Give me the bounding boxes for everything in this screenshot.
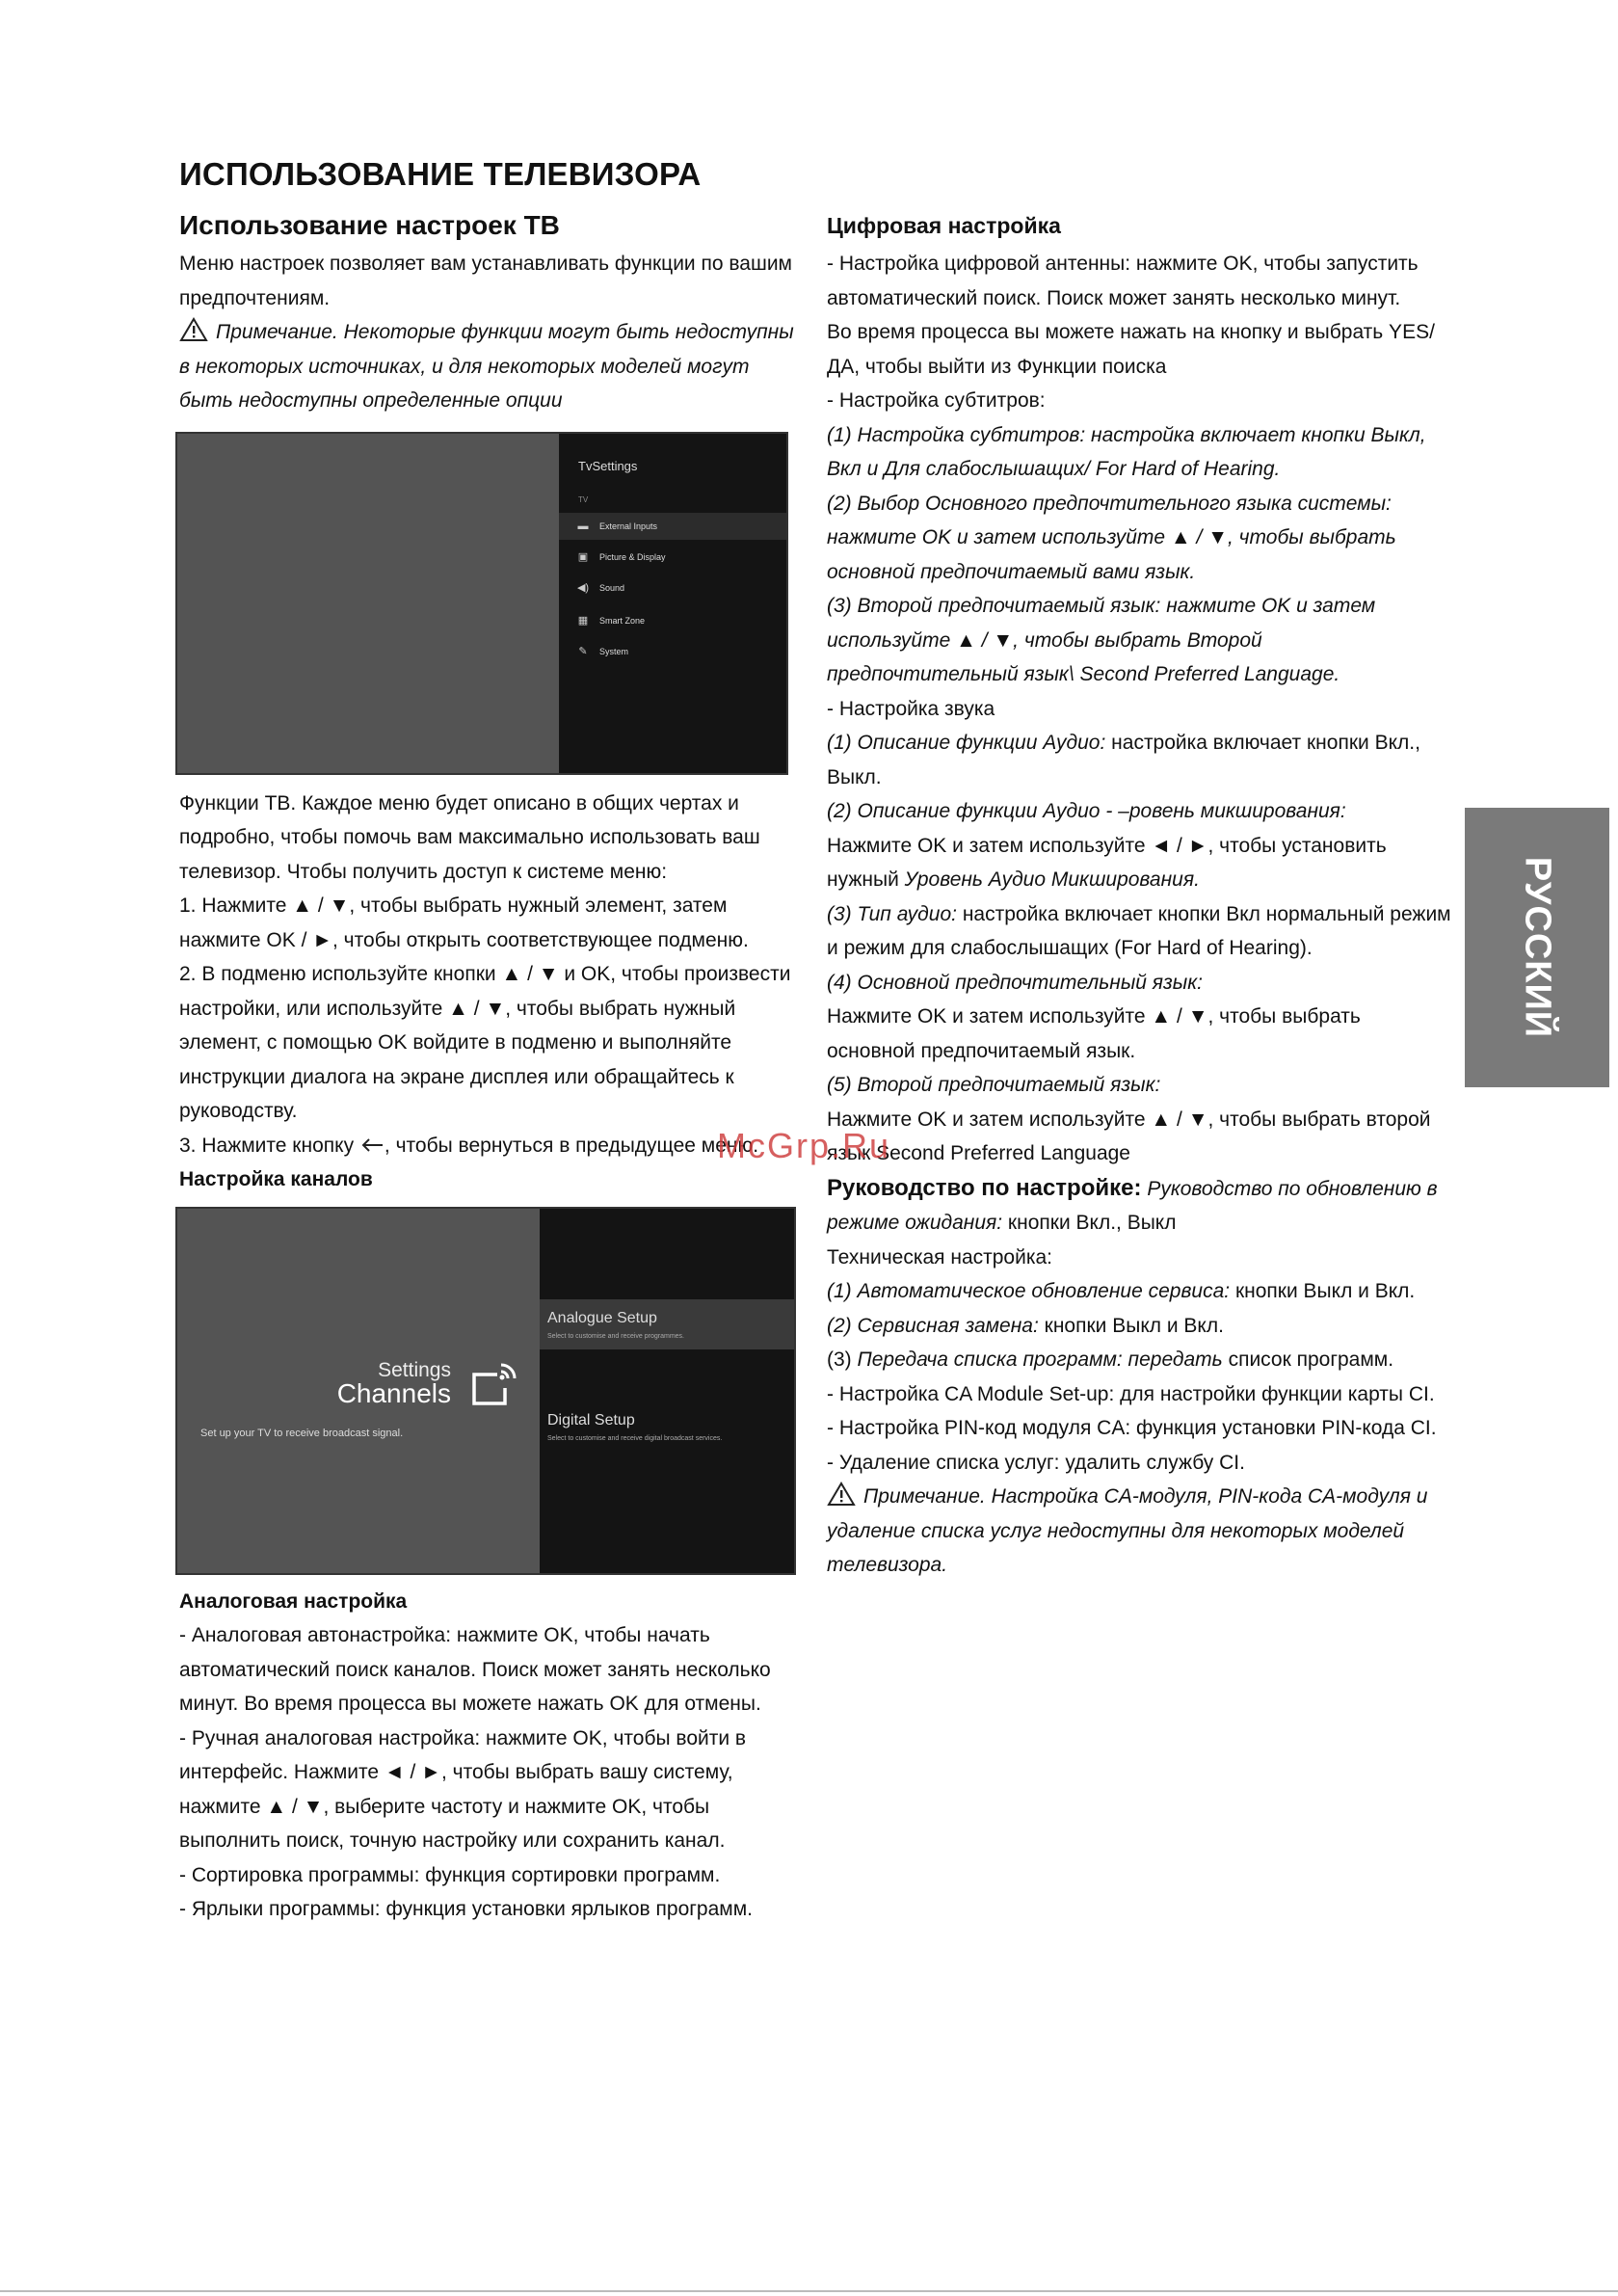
subtitle-1: (1) Настройка субтитров: настройка включает кнопки Выкл, Вкл и Для слабослышащих/ For Hard of Hearing. xyxy=(827,423,1426,480)
channels-screenshot xyxy=(175,1207,796,1575)
tv-settings-panel xyxy=(559,434,786,773)
digital-antenna: - Настройка цифровой антенны: нажмите OK, чтобы запустить автоматический поиск. Поиск может занять несколько минут. xyxy=(827,253,1419,309)
input-icon: ▬ xyxy=(577,520,589,532)
channels-panel xyxy=(540,1209,794,1573)
setup-guide: Руководство по настройке: Руководство по обновлению в режиме ожидания: кнопки Вкл., Выкл xyxy=(827,1174,1438,1234)
program-sort: - Сортировка программы: функция сортировки программ. xyxy=(179,1863,721,1886)
program-labels: - Ярлыки программы: функция установки ярлыков программ. xyxy=(179,1898,753,1920)
subtitle-3: (3) Второй предпочитаемый язык: нажмите OK и затем используйте ▲ / ▼, чтобы выбрать Второй предпочтительный язык\ Second Preferred Language. xyxy=(827,595,1376,685)
channels-description: Set up your TV to receive broadcast signal. xyxy=(200,1427,404,1439)
menu-item-smart-zone[interactable]: ▦ Smart Zone xyxy=(559,607,786,634)
picture-icon: ▣ xyxy=(577,550,589,563)
digital-exit: Во время процесса вы можете нажать на кнопку и выбрать YES/ ДА, чтобы выйти из Функции поиска xyxy=(827,321,1435,378)
note-2-text: Примечание. Настройка CA-модуля, PIN-кода CA-модуля и удаление списка услуг недоступны для некоторых моделей телевизора. xyxy=(827,1485,1428,1576)
ca-pin: - Настройка PIN-код модуля CA: функция установки PIN-кода CI. xyxy=(827,1417,1437,1439)
step-1: 1. Нажмите ▲ / ▼, чтобы выбрать нужный элемент, затем нажмите OK / ►, чтобы открыть соответствующее подменю. xyxy=(179,894,749,951)
audio-5: (5) Второй предпочитаемый язык: Нажмите OK и затем используйте ▲ / ▼, чтобы выбрать второй язык Second Preferred Language xyxy=(827,1074,1431,1164)
note-paragraph xyxy=(179,315,806,418)
note-2-paragraph xyxy=(827,1480,1453,1583)
tech-1: (1) Автоматическое обновление сервиса: кнопки Выкл и Вкл. xyxy=(827,1280,1416,1302)
tv-settings-heading: Использование настроек ТВ xyxy=(179,210,560,240)
menu-item-sound[interactable]: ◀) Sound xyxy=(559,574,786,601)
analogue-setup-item[interactable]: Analogue Setup Select to customise and receive programmes. xyxy=(540,1299,794,1349)
sound-icon: ◀) xyxy=(576,581,590,594)
warning-icon xyxy=(827,1482,856,1507)
note-text: Примечание. Некоторые функции могут быть недоступны в некоторых источниках, и для некоторых моделей могут быть недоступны определенные опции xyxy=(179,321,794,412)
tv-settings-title: TvSettings xyxy=(578,458,638,473)
channels-heading: Настройка каналов xyxy=(179,1168,373,1190)
subtitle-2: (2) Выбор Основного предпочтительного языка системы: нажмите OK и затем используйте ▲ / ▼, чтобы выбрать основной предпочитаемый вами язык. xyxy=(827,492,1396,583)
channels-label: Channels xyxy=(336,1377,451,1408)
tech-2: (2) Сервисная замена: кнопки Выкл и Вкл. xyxy=(827,1314,1224,1337)
settings-intro: Меню настроек позволяет вам устанавливать функции по вашим предпочтениям. xyxy=(179,253,792,309)
audio-2: (2) Описание функции Аудио - –ровень микширования: Нажмите OK и затем используйте ◄ / ►, чтобы установить нужный Уровень Аудио Микширования. xyxy=(827,800,1387,891)
analog-heading: Аналоговая настройка xyxy=(179,1589,408,1613)
grid-icon: ▦ xyxy=(577,614,589,627)
language-tab xyxy=(1465,808,1609,1087)
digital-setup-item[interactable]: Digital Setup Select to customise and receive digital broadcast services. xyxy=(547,1411,723,1442)
page-title: ИСПОЛЬЗОВАНИЕ ТЕЛЕВИЗОРА xyxy=(179,156,702,192)
service-delete: - Удаление списка услуг: удалить службу CI. xyxy=(827,1451,1245,1474)
analog-auto: - Аналоговая автонастройка: нажмите OK, чтобы начать автоматический поиск каналов. Поиск может занять несколько минут. Во время процесса вы можете нажать OK для отмены. xyxy=(179,1624,771,1715)
menu-item-picture-display[interactable]: ▣ Picture & Display xyxy=(559,544,786,571)
warning-icon xyxy=(179,317,208,342)
audio-4: (4) Основной предпочтительный язык: Нажмите OK и затем используйте ▲ / ▼, чтобы выбрать основной предпочитаемый язык. xyxy=(827,971,1361,1062)
watermark: McGrp.Ru xyxy=(717,1126,891,1165)
audio-3: (3) Тип аудио: настройка включает кнопки Вкл нормальный режим и режим для слабослышащих (For Hard of Hearing). xyxy=(827,902,1451,959)
subtitle-setup: - Настройка субтитров: xyxy=(827,389,1046,412)
technical-setup: Техническая настройка: xyxy=(827,1245,1052,1268)
tv-functions-paragraph: Функции ТВ. Каждое меню будет описано в общих чертах и подробно, чтобы помочь вам максимально использовать ваш телевизор. Чтобы получить доступ к системе меню: xyxy=(179,791,760,883)
menu-item-system[interactable]: ✎ System xyxy=(559,638,786,665)
wrench-icon: ✎ xyxy=(578,645,588,657)
right-column xyxy=(827,204,1453,1583)
audio-1: (1) Описание функции Аудио: настройка включает кнопки Вкл., Выкл. xyxy=(827,732,1420,788)
sound-setup: - Настройка звука xyxy=(827,697,995,720)
settings-label: Settings xyxy=(378,1358,451,1381)
broadcast-icon xyxy=(466,1359,520,1413)
step-2: 2. В подменю используйте кнопки ▲ / ▼ и OK, чтобы произвести настройки, или используйте ▲ / ▼, чтобы выбрать нужный элемент, с помощью OK войдите в подменю и выполняйте инструкции диалога на экране дисплея или обращайтесь к руководству. xyxy=(179,963,791,1122)
analog-manual: - Ручная аналоговая настройка: нажмите OK, чтобы войти в интерфейс. Нажмите ◄ / ►, чтобы выбрать вашу систему, нажмите ▲ / ▼, выберите частоту и нажмите OK, чтобы выполнить поиск, точную настройку или сохранить канал. xyxy=(179,1726,747,1852)
digital-heading: Цифровая настройка xyxy=(827,213,1061,238)
tech-3: (3) Передача списка программ: передать список программ. xyxy=(827,1348,1394,1371)
tv-settings-subtitle: TV xyxy=(578,494,589,504)
left-column xyxy=(179,204,806,1927)
step-3: 3. Нажмите кнопку , чтобы вернуться в предыдущее меню. xyxy=(179,1134,759,1157)
ca-module: - Настройка CA Module Set-up: для настройки функции карты CI. xyxy=(827,1382,1435,1405)
footer-line xyxy=(0,2290,1618,2292)
menu-item-external-inputs[interactable]: ▬ External Inputs xyxy=(559,513,786,540)
tv-settings-screenshot xyxy=(175,432,788,775)
back-arrow-icon xyxy=(359,1136,385,1154)
language-tab-label: РУССКИЙ xyxy=(1517,856,1558,1039)
